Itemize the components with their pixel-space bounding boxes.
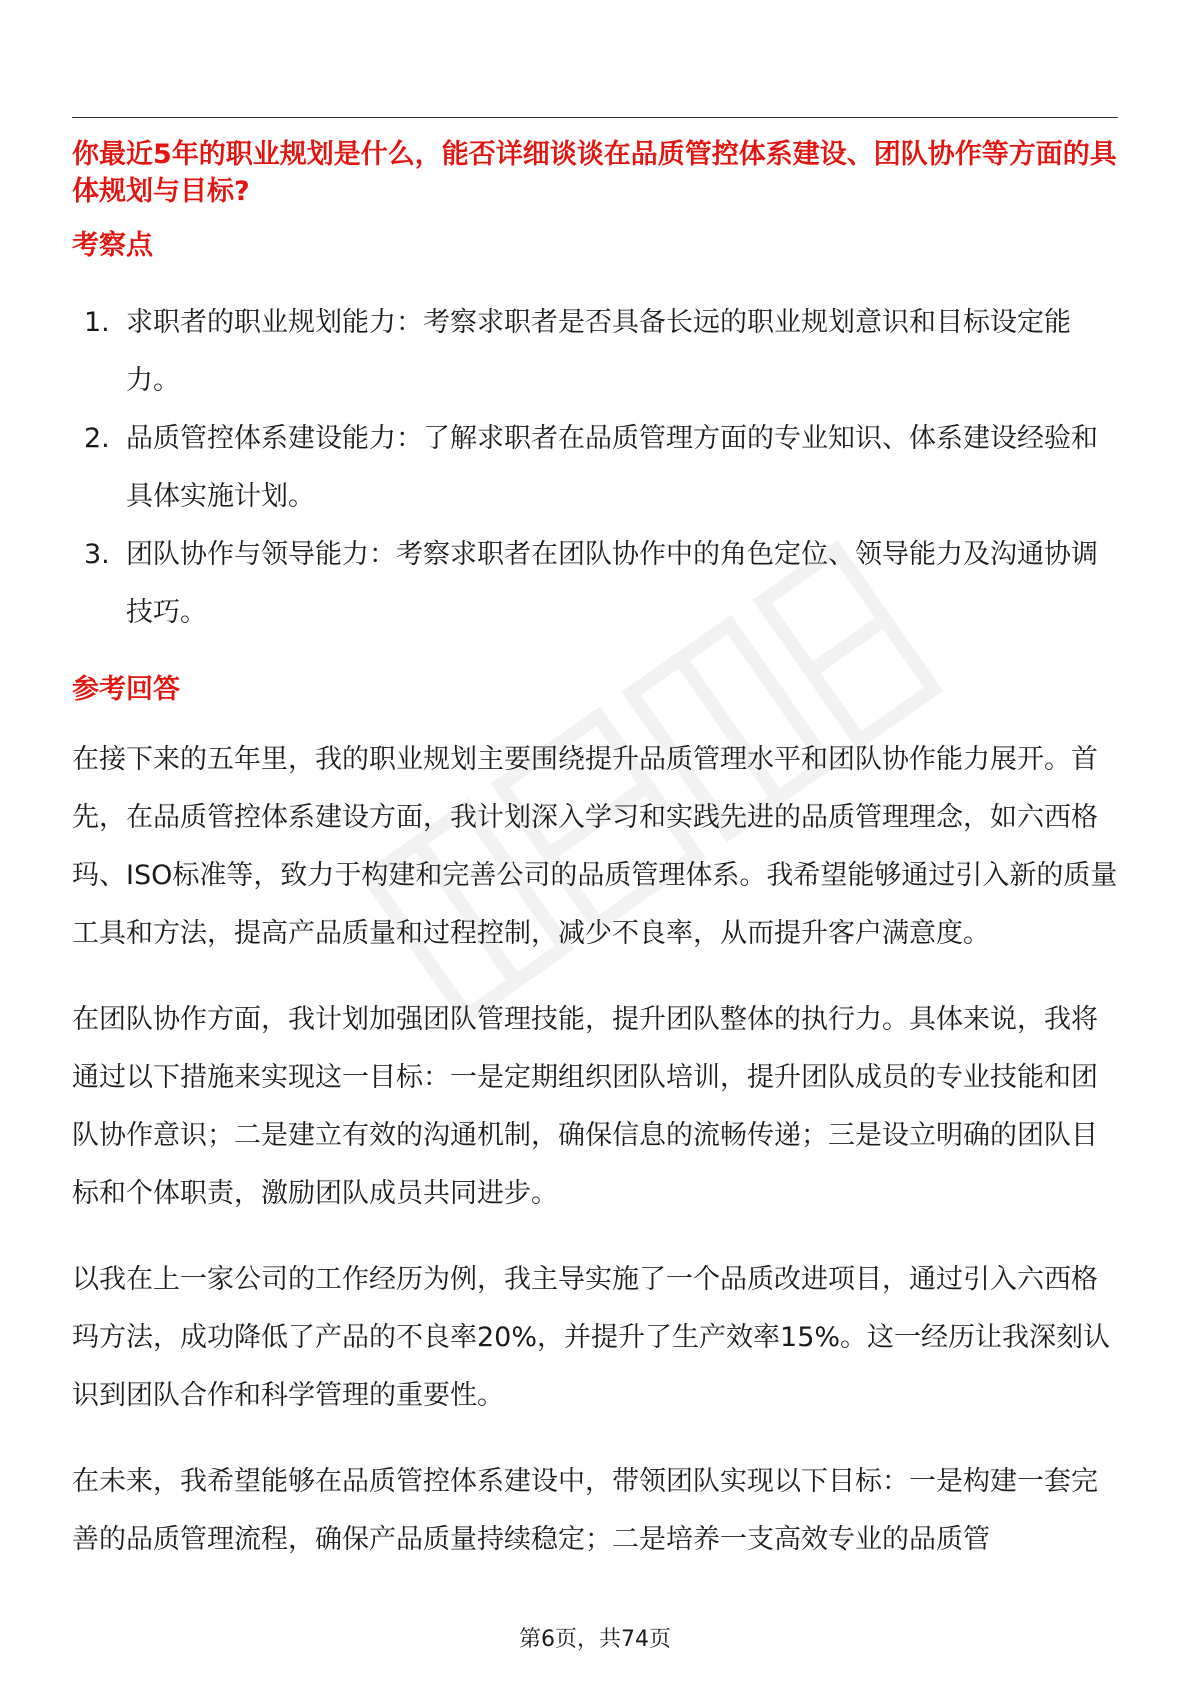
list-item: [72, 410, 1118, 526]
list-item-number: 3.: [84, 539, 110, 570]
answer-paragraph: 以我在上一家公司的工作经历为例，我主导实施了一个品质改进项目，通过引入六西格玛方法，成功降低了产品的不良率20%，并提升了生产效率15%。这一经历让我深刻认识到团队合作和科学管理的重要性。: [72, 1264, 1111, 1411]
answer-heading: 参考回答: [72, 674, 180, 705]
question-title: 你最近5年的职业规划是什么，能否详细谈谈在品质管控体系建设、团队协作等方面的具体规划与目标?: [72, 139, 1117, 207]
answer-paragraph: 在接下来的五年里，我的职业规划主要围绕提升品质管理水平和团队协作能力展开。首先，在品质管控体系建设方面，我计划深入学习和实践先进的品质管理理念，如六西格玛、ISO标准等，致力于构建和完善公司的品质管理体系。我希望能够通过引入新的质量工具和方法，提高产品质量和过程控制，减少不良率，从而提升客户满意度。: [72, 744, 1118, 949]
assessment-list: [72, 294, 1118, 642]
answer-paragraph: 在团队协作方面，我计划加强团队管理技能，提升团队整体的执行力。具体来说，我将通过以下措施来实现这一目标：一是定期组织团队培训，提升团队成员的专业技能和团队协作意识；二是建立有效的沟通机制，确保信息的流畅传递；三是设立明确的团队目标和个体职责，激励团队成员共同进步。: [72, 1004, 1098, 1209]
list-item-text: 品质管控体系建设能力：了解求职者在品质管理方面的专业知识、体系建设经验和具体实施计划。: [126, 423, 1098, 512]
answer-body: [72, 731, 1118, 1569]
document-page: [72, 136, 1118, 1569]
list-item-text: 求职者的职业规划能力：考察求职者是否具备长远的职业规划意识和目标设定能力。: [126, 307, 1071, 396]
list-item: [72, 526, 1118, 642]
list-item: [72, 294, 1118, 410]
assessment-heading: 考察点: [72, 230, 153, 261]
list-item-text: 团队协作与领导能力：考察求职者在团队协作中的角色定位、领导能力及沟通协调技巧。: [126, 539, 1098, 628]
answer-paragraph: 在未来，我希望能够在品质管控体系建设中，带领团队实现以下目标：一是构建一套完善的品质管理流程，确保产品质量持续稳定；二是培养一支高效专业的品质管: [72, 1466, 1098, 1555]
list-item-number: 1.: [84, 307, 110, 338]
page-number: 第6页，共74页: [519, 1627, 671, 1652]
list-item-number: 2.: [84, 423, 110, 454]
header-rule: [72, 117, 1118, 118]
